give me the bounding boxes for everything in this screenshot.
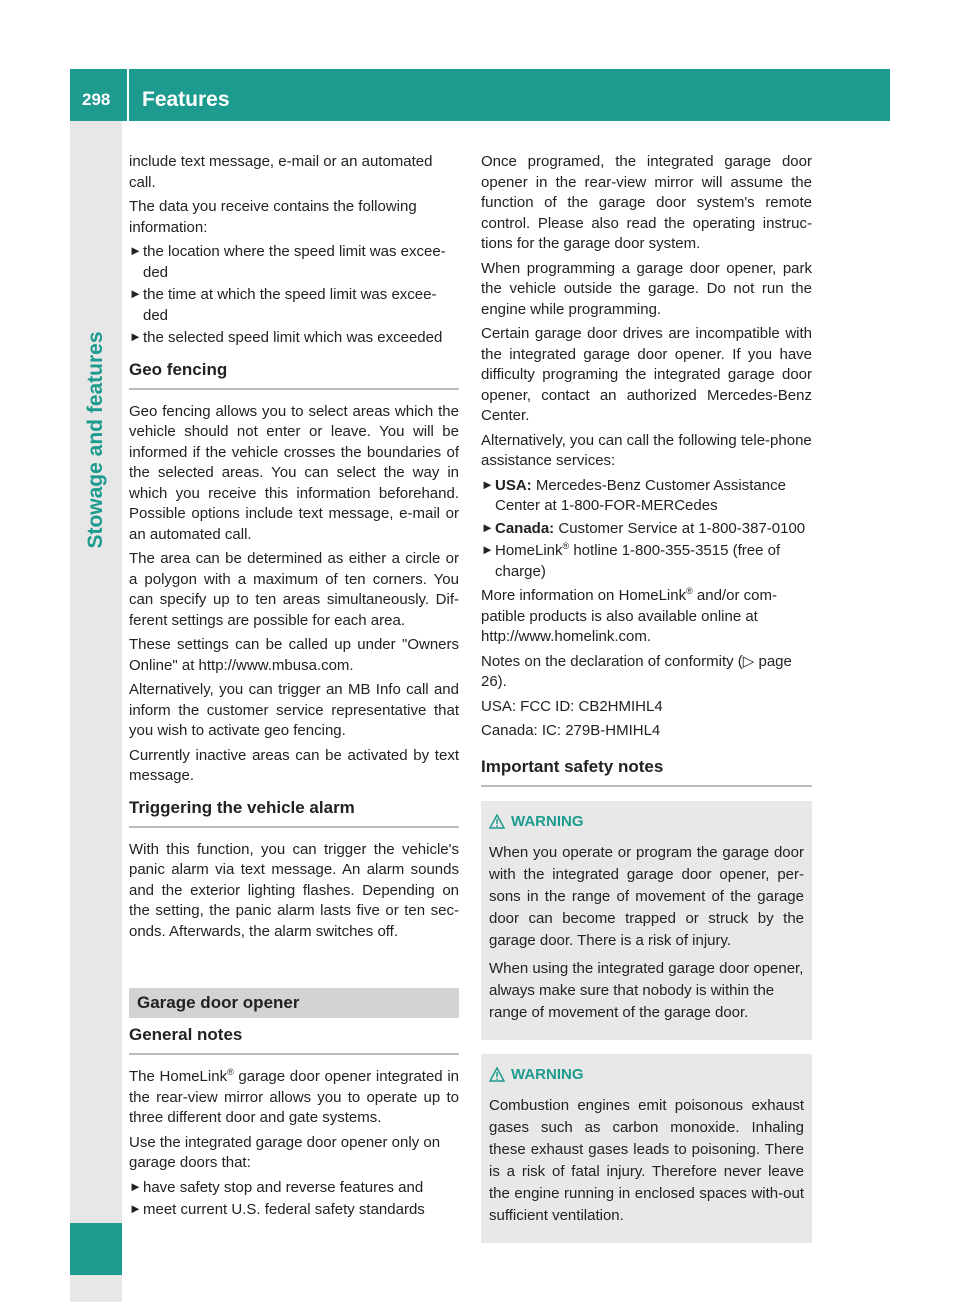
warning-triangle-icon [489,814,505,836]
bullet-icon: ► [481,519,494,535]
bullet-icon: ► [129,1178,142,1194]
paragraph: Alternatively, you can trigger an MB Info call and inform the customer service representative that you wish to activate geo fencing. [129,681,459,739]
registered-mark: ® [562,541,570,551]
bullet-icon: ► [481,476,494,492]
paragraph: Currently inactive areas can be activated by text message. [129,746,459,784]
warning-triangle-icon [489,1067,505,1089]
paragraph: Geo fencing allows you to select areas which the vehicle should not enter or leave. You will be informed if the vehicle crosses the boundaries of the selected areas. You can select the way in which you receive this information beforehand. Possible options include text message, e-mail or an automated call. [129,402,459,543]
warning-text: When you operate or program the garage door with the integrated garage door opener, per-sons in the range of movement of the garage door can become trapped or struck by the garage door. There is a risk of injury. [489,843,804,949]
list-item: ► have safety stop and reverse features and [129,1178,424,1196]
paragraph: When programming a garage door opener, park the vehicle outside the garage. Do not run the engine while programming. [481,259,812,318]
paragraph: Use the integrated garage door opener only on garage doors that: [129,1133,441,1171]
section-title: Features [142,88,230,111]
fcc-id: USA: FCC ID: CB2HMIHL4 [481,697,663,715]
warning-text: When using the integrated garage door opener, always make sure that nobody is within the range of movement of the garage door. [489,959,804,1021]
side-tab-marker [70,1223,122,1275]
side-tab-label: Stowage and features [84,331,107,549]
list-item: ► meet current U.S. federal safety standards [129,1201,425,1218]
list-item: ► HomeLink® hotline 1-800-355-3515 (free of charge) [481,541,781,580]
intro-paragraph: include text message, e-mail or an automated call. [129,153,433,191]
list-item: ► the selected speed limit which was exceeded [129,329,443,346]
warning-title: WARNING [489,1064,804,1089]
heading-garage-door-opener: Garage door opener [129,988,459,1018]
side-tab [70,121,122,1302]
right-column [481,152,812,1243]
header-divider [127,69,129,121]
warning-box [481,1054,812,1243]
bullet-icon: ► [481,542,494,557]
registered-mark: ® [227,1067,234,1077]
paragraph: These settings can be called up under "Owners Online" at http://www.mbusa.com. [129,636,459,674]
paragraph: Once programed, the integrated garage door opener in the rear-view mirror will assume the function of the garage door system's remote control. Please also read the operating instruc-tions for the garage door system. [481,153,812,252]
heading-safety-notes: Important safety notes [481,756,812,787]
page-reference: Notes on the declaration of conformity (▷ page 26). [481,652,792,690]
paragraph: The area can be determined as either a circle or a polygon with a maximum of ten corners. You can specify up to ten areas simultaneously. Dif-ferent settings are possible for each area. [129,550,459,629]
requirements-list [129,1178,459,1221]
paragraph: Alternatively, you can call the following tele-phone assistance services: [481,431,812,469]
page-number: 298 [82,90,111,109]
bullet-icon: ► [129,286,142,301]
list-item: ► USA: Mercedes-Benz Customer Assistance Center at 1-800-FOR-MERCedes [481,476,786,514]
assistance-list [481,476,812,583]
paragraph: With this function, you can trigger the vehicle's panic alarm via text message. An alarm sounds and the exterior lighting flashes. Depending on the setting, the panic alarm lasts five or ten sec-onds. Afterwards, the alarm switches off. [129,840,459,940]
bullet-icon: ► [129,1201,142,1216]
heading-vehicle-alarm: Triggering the vehicle alarm [129,797,459,828]
paragraph: The HomeLink® garage door opener integrated in the rear-view mirror allows you to operate up to three different door and gate systems. [129,1067,459,1126]
registered-mark: ® [686,586,693,596]
list-item: ► the location where the speed limit was excee-ded [129,243,446,281]
warning-box [481,801,812,1040]
bullet-icon: ► [129,329,142,344]
heading-geo-fencing: Geo fencing [129,359,459,390]
heading-general-notes: General notes [129,1024,459,1055]
list-item: ► the time at which the speed limit was excee-ded [129,286,437,324]
info-list [129,242,459,349]
paragraph: More information on HomeLink® and/or com-patible products is also available online at http://www.homelink.com. [481,586,777,645]
left-column [129,152,459,1225]
bullet-icon: ► [129,243,142,258]
warning-text: Combustion engines emit poisonous exhaust gases such as carbon monoxide. Inhaling these exhaust gases leads to poisoning. There is a risk of fatal injury. Therefore never leave the engine running in enclosed spaces with-out sufficient ventilation. [489,1096,804,1224]
paragraph: Certain garage door drives are incompatible with the integrated garage door opener. If you have difficulty programing the integrated garage door opener, contact an authorized Mercedes-Benz Center. [481,325,812,424]
warning-title: WARNING [489,811,804,836]
list-item: ► Canada: Customer Service at 1-800-387-0100 [481,519,806,537]
ic-id: Canada: IC: 279B-HMIHL4 [481,722,661,739]
intro-paragraph: The data you receive contains the following information: [129,198,417,236]
